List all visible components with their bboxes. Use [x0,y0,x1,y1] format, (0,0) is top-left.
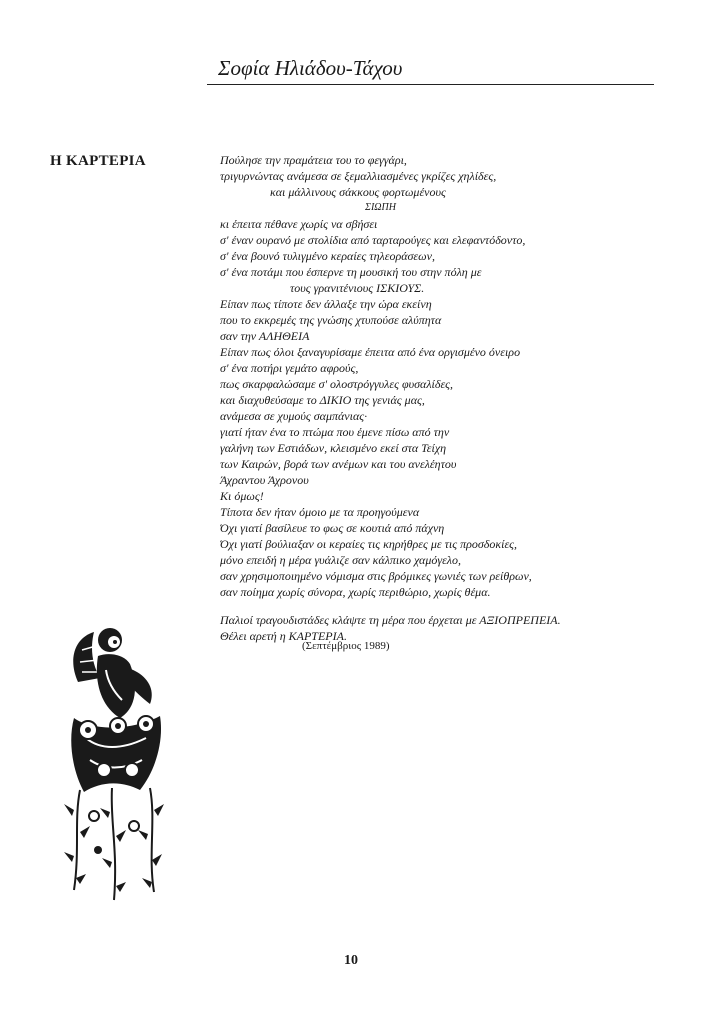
poem-line: σ' ένα βουνό τυλιγμένο κεραίες τηλεοράσεων, [220,249,435,263]
header-rule [207,84,654,85]
poem-line: ανάμεσα σε χυμούς σαμπάνιας· [220,409,368,423]
author-header: Σοφία Ηλιάδου-Τάχου [218,56,403,80]
poem-line: σαν ποίημα χωρίς σύνορα, χωρίς περιθώριο, χωρίς θέμα. [220,585,491,599]
poem-line: κι έπειτα πέθανε χωρίς να σβήσει [220,217,378,231]
stanza-gap [220,600,660,612]
poem-title: Η ΚΑΡΤΕΡΙΑ [50,153,146,169]
poem-line: σαν χρησιμοποιημένο νόμισμα στις βρόμικες γωνιές των ρείθρων, [220,569,532,583]
poem-line: ΣΙΩΠΗ [365,202,396,213]
poem-line: που το εκκρεμές της γνώσης χτυπούσε αλύπητα [220,313,442,327]
poem-line: σ' έναν ουρανό με στολίδια από ταρταρούγες και ελεφαντόδοντο, [220,233,526,247]
poem-line: και μάλλινους σάκκους φορτωμένους [270,185,446,199]
poem-line: σ' ένα ποτήρι γεμάτο αφρούς, [220,361,359,375]
poem-line: μόνο επειδή η μέρα γυάλιζε σαν κάλπικο χαμόγελο, [220,553,462,567]
poem-line: τριγυρνώντας ανάμεσα σε ξεμαλλιασμένες γκρίζες χηλίδες, [220,169,497,183]
poem-line: Πούλησε την πραμάτεια του το φεγγάρι, [220,153,407,167]
poem-line: γαλήνη των Εστιάδων, κλεισμένο εκεί στα Τείχη [220,441,447,455]
cherub-garland-icon [60,620,180,910]
poem-line: σαν την ΑΛΗΘΕΙΑ [220,329,310,343]
poem-line: Όχι γιατί βασίλευε το φως σε κουτιά από πάχνη [220,521,445,535]
poem-line: των Καιρών, βορά των ανέμων και του ανελέητου [220,457,457,471]
poem-line: Κι όμως! [220,489,264,503]
poem-line: Είπαν πως τίποτε δεν άλλαξε την ώρα εκείνη [220,297,432,311]
poem-date: (Σεπτέμβριος 1989) [302,640,390,652]
poem-line: Είπαν πως όλοι ξαναγυρίσαμε έπειτα από ένα οργισμένο όνειρο [220,345,521,359]
poem-closing-line: Θέλει αρετή η ΚΑΡΤΕΡΙΑ. [220,629,347,643]
poem-line: και διαχυθεύσαμε το ΔΙΚΙΟ της γενιάς μας, [220,393,425,407]
poem-line: τους γρανιτένιους ΙΣΚΙΟΥΣ. [290,281,425,295]
poem-body [220,152,660,644]
poem-line: γιατί ήταν ένα το πτώμα που έμενε πίσω από την [220,425,450,439]
poem-line: Όχι γιατί βούλιαξαν οι κεραίες τις κηρήθρες με τις προσδοκίες, [220,537,518,551]
poem-line: σ' ένα ποτάμι που έσπερνε τη μουσική του στην πόλη με [220,265,482,279]
poem-line: Τίποτα δεν ήταν όμοιο με τα προηγούμενα [220,505,420,519]
poem-closing-line: Παλιοί τραγουδιστάδες κλάψτε τη μέρα που έρχεται με ΑΞΙΟΠΡΕΠΕΙΑ. [220,613,561,627]
poem-line: Άχραντου Άχρονου [220,473,309,487]
page-number: 10 [344,953,358,968]
poem-line: πως σκαρφαλώσαμε σ' ολοστρόγγυλες φυσαλίδες, [220,377,454,391]
